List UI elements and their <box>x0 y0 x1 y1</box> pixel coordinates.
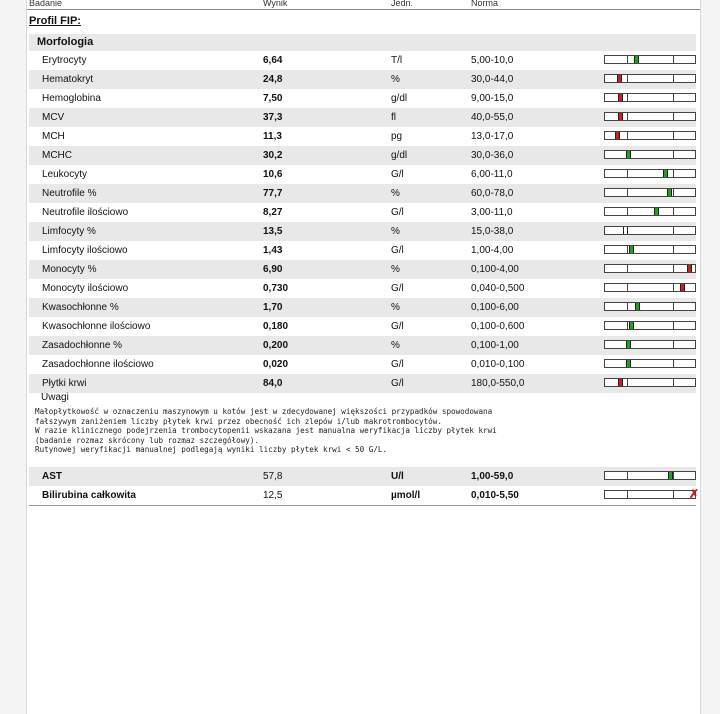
gauge-tick <box>627 113 628 120</box>
gauge-marker <box>618 113 623 120</box>
range-gauge <box>604 55 696 64</box>
range-gauge <box>604 245 696 254</box>
test-unit: G/l <box>391 359 404 370</box>
test-value: 0,180 <box>263 321 289 332</box>
test-unit: % <box>391 226 400 237</box>
test-norm: 30,0-36,0 <box>471 150 514 161</box>
gauge-marker: ✗ <box>689 487 700 501</box>
gauge-tick <box>673 94 674 101</box>
test-value: 1,43 <box>263 245 283 256</box>
gauge-tick <box>673 151 674 158</box>
page-margin-left <box>0 0 26 714</box>
notes-text <box>35 407 675 455</box>
lab-report-page <box>26 0 701 714</box>
test-unit: µmol/l <box>391 490 421 501</box>
range-gauge <box>604 487 700 501</box>
test-unit: % <box>391 264 400 275</box>
test-unit: pg <box>391 131 403 142</box>
gauge-marker <box>654 208 659 215</box>
test-norm: 0,040-0,500 <box>471 283 525 294</box>
gauge-tick <box>627 472 628 479</box>
gauge-tick <box>627 75 628 82</box>
table-row <box>29 336 696 355</box>
table-row <box>29 146 696 165</box>
table-row <box>29 486 700 505</box>
gauge-tick <box>627 379 628 386</box>
range-gauge <box>604 321 696 330</box>
gauge-marker <box>668 472 673 479</box>
test-value: 6,64 <box>263 55 283 66</box>
table-row <box>29 317 696 336</box>
test-value: 84,0 <box>263 378 283 389</box>
test-norm: 9,00-15,0 <box>471 93 514 104</box>
test-name: Limfocyty % <box>42 226 96 237</box>
range-gauge <box>604 226 696 235</box>
test-norm: 180,0-550,0 <box>471 378 525 389</box>
notes-line: fałszywym zaniżeniem liczby płytek krwi przez obecność ich zlepów i/lub makrotrombocytów. <box>35 416 442 426</box>
test-norm: 15,0-38,0 <box>471 226 514 237</box>
gauge-tick <box>673 265 674 272</box>
test-unit: % <box>391 74 400 85</box>
gauge-tick <box>627 208 628 215</box>
range-gauge <box>604 359 696 368</box>
test-name: Neutrofile ilościowo <box>42 207 129 218</box>
test-norm: 1,00-59,0 <box>471 471 514 482</box>
header-jedn: Jedn. <box>391 0 414 8</box>
results-table <box>29 51 696 393</box>
gauge-marker <box>618 379 623 386</box>
test-unit: fl <box>391 112 396 123</box>
gauge-tick <box>673 360 674 367</box>
table-row <box>29 165 696 184</box>
range-gauge <box>604 74 696 83</box>
test-norm: 0,010-5,50 <box>471 490 519 501</box>
test-norm: 0,100-4,00 <box>471 264 519 275</box>
gauge-marker <box>663 170 668 177</box>
gauge-marker <box>687 265 692 272</box>
test-name: Zasadochłonne % <box>42 340 123 351</box>
table-header <box>27 0 700 10</box>
test-value: 8,27 <box>263 207 283 218</box>
test-name: Monocyty % <box>42 264 97 275</box>
table-row <box>29 51 696 70</box>
table-row <box>29 298 696 317</box>
test-name: Bilirubina całkowita <box>42 490 136 501</box>
table-row <box>29 355 696 374</box>
table-row <box>29 203 696 222</box>
test-name: MCV <box>42 112 65 123</box>
test-norm: 5,00-10,0 <box>471 55 514 66</box>
test-unit: G/l <box>391 207 404 218</box>
notes-line: W razie klinicznego podejrzenia trombocytopenii wskazana jest manualna weryfikacja liczby płytek krwi <box>35 426 497 436</box>
test-unit: g/dl <box>391 150 408 161</box>
test-norm: 40,0-55,0 <box>471 112 514 123</box>
test-value: 10,6 <box>263 169 283 180</box>
table-row <box>29 70 696 89</box>
test-value: 7,50 <box>263 93 283 104</box>
test-unit: T/l <box>391 55 403 66</box>
gauge-marker <box>618 94 623 101</box>
range-gauge <box>604 112 696 121</box>
table-row <box>29 241 696 260</box>
table-row <box>29 108 696 127</box>
range-gauge <box>604 169 696 178</box>
gauge-tick <box>673 56 674 63</box>
range-gauge <box>604 264 696 273</box>
table-row <box>29 184 696 203</box>
test-norm: 0,100-1,00 <box>471 340 519 351</box>
gauge-tick <box>627 246 628 253</box>
test-norm: 0,010-0,100 <box>471 359 525 370</box>
gauge-marker <box>617 75 622 82</box>
profile-title: Profil FIP: <box>29 15 81 27</box>
biochemistry-table <box>29 467 700 505</box>
notes-line: Rutynowej weryfikacji manualnej podlegają wyniki liczby płytek krwi < 50 G/L. <box>35 445 388 455</box>
gauge-tick <box>627 322 628 329</box>
table-row <box>29 374 696 393</box>
gauge-tick <box>673 284 674 291</box>
test-name: Hematokryt <box>42 74 94 85</box>
header-badanie: Badanie <box>29 0 63 8</box>
notes-label: Uwagi <box>41 392 69 403</box>
page-margin-right <box>700 0 720 714</box>
test-norm: 0,100-6,00 <box>471 302 519 313</box>
test-value: 0,020 <box>263 359 289 370</box>
range-gauge <box>604 188 696 197</box>
header-norma: Norma <box>471 0 499 8</box>
gauge-marker <box>615 132 620 139</box>
test-unit: G/l <box>391 378 404 389</box>
section-title: Morfologia <box>29 34 696 51</box>
test-norm: 30,0-44,0 <box>471 74 514 85</box>
gauge-tick <box>673 132 674 139</box>
gauge-tick <box>673 246 674 253</box>
range-gauge <box>604 207 696 216</box>
range-gauge <box>604 150 696 159</box>
test-value: 37,3 <box>263 112 283 123</box>
gauge-tick <box>673 208 674 215</box>
test-value: 0,200 <box>263 340 289 351</box>
gauge-tick <box>673 189 674 196</box>
gauge-tick <box>627 189 628 196</box>
test-unit: % <box>391 188 400 199</box>
gauge-marker <box>626 341 631 348</box>
gauge-tick <box>673 170 674 177</box>
notes-line: Małopłytkowość w oznaczeniu maszynowym u kotów jest w zdecydowanej większości przypadków spowodowana <box>35 407 493 416</box>
gauge-tick <box>627 94 628 101</box>
table-row <box>29 89 696 108</box>
divider <box>29 505 696 506</box>
gauge-tick <box>673 322 674 329</box>
test-unit: % <box>391 302 400 313</box>
test-name: Limfocyty ilościowo <box>42 245 128 256</box>
range-gauge <box>604 378 696 387</box>
gauge-tick <box>673 75 674 82</box>
test-unit: G/l <box>391 283 404 294</box>
gauge-tick <box>627 284 628 291</box>
test-value: 24,8 <box>263 74 283 85</box>
test-unit: g/dl <box>391 93 408 104</box>
test-norm: 0,100-0,600 <box>471 321 525 332</box>
test-norm: 6,00-11,0 <box>471 169 513 180</box>
range-gauge <box>604 93 696 102</box>
test-name: Hemoglobina <box>42 93 101 104</box>
test-name: Płytki krwi <box>42 378 87 389</box>
range-gauge <box>604 283 696 292</box>
gauge-marker <box>635 303 640 310</box>
test-value: 57,8 <box>263 471 283 482</box>
gauge-tick <box>673 491 674 498</box>
test-value: 13,5 <box>263 226 283 237</box>
test-name: Zasadochłonne ilościowo <box>42 359 154 370</box>
test-unit: G/l <box>391 169 404 180</box>
test-value: 1,70 <box>263 302 283 313</box>
test-unit: G/l <box>391 245 404 256</box>
gauge-marker <box>626 151 631 158</box>
test-name: Leukocyty <box>42 169 88 180</box>
range-gauge <box>604 340 696 349</box>
table-row <box>29 279 696 298</box>
gauge-tick <box>673 472 674 479</box>
gauge-marker <box>629 246 634 253</box>
gauge-tick <box>627 132 628 139</box>
test-name: Kwasochłonne % <box>42 302 119 313</box>
range-gauge <box>604 302 696 311</box>
test-name: Erytrocyty <box>42 55 87 66</box>
gauge-marker <box>680 284 685 291</box>
test-name: MCHC <box>42 150 72 161</box>
test-name: Monocyty ilościowo <box>42 283 129 294</box>
header-wynik: Wynik <box>263 0 288 8</box>
gauge-tick <box>627 303 628 310</box>
test-name: AST <box>42 471 62 482</box>
test-value: 6,90 <box>263 264 283 275</box>
test-value: 30,2 <box>263 150 283 161</box>
test-norm: 1,00-4,00 <box>471 245 514 256</box>
gauge-tick <box>673 227 674 234</box>
test-value: 0,730 <box>263 283 289 294</box>
table-row <box>29 127 696 146</box>
range-gauge <box>604 471 696 480</box>
gauge-marker <box>634 56 639 63</box>
test-norm: 13,0-17,0 <box>471 131 514 142</box>
test-name: MCH <box>42 131 65 142</box>
gauge-tick <box>627 491 628 498</box>
notes-line: (badanie rozmaz skrócony lub rozmaz szczegółowy). <box>35 435 260 445</box>
test-norm: 3,00-11,0 <box>471 207 513 218</box>
gauge-tick <box>673 113 674 120</box>
table-row <box>29 222 696 241</box>
table-row <box>29 260 696 279</box>
test-unit: % <box>391 340 400 351</box>
gauge-marker <box>623 227 628 234</box>
test-value: 77,7 <box>263 188 283 199</box>
gauge-tick <box>627 170 628 177</box>
test-unit: U/l <box>391 471 404 482</box>
gauge-tick <box>627 265 628 272</box>
gauge-tick <box>673 379 674 386</box>
test-unit: G/l <box>391 321 404 332</box>
table-row <box>29 467 696 486</box>
gauge-tick <box>627 56 628 63</box>
gauge-tick <box>673 303 674 310</box>
gauge-marker <box>667 189 672 196</box>
test-name: Kwasochłonne ilościowo <box>42 321 151 332</box>
test-value: 11,3 <box>263 131 282 142</box>
gauge-marker <box>626 360 631 367</box>
test-norm: 60,0-78,0 <box>471 188 514 199</box>
gauge-tick <box>673 341 674 348</box>
gauge-marker <box>629 322 634 329</box>
range-gauge <box>604 131 696 140</box>
test-value: 12,5 <box>263 490 283 501</box>
test-name: Neutrofile % <box>42 188 97 199</box>
